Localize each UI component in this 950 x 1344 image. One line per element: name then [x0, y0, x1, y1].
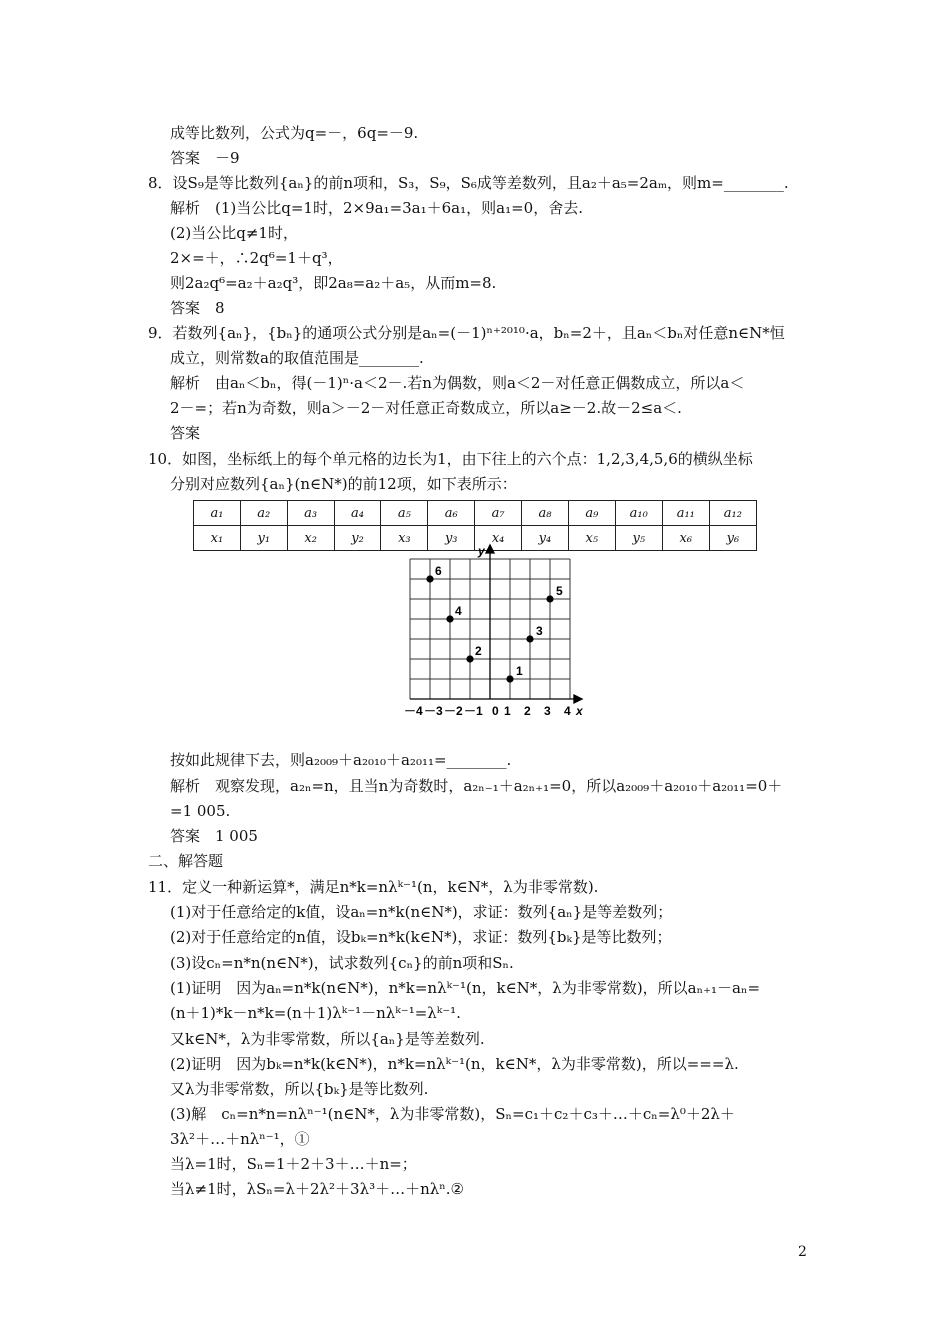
text-line: 按如此规律下去，则a₂₀₀₉＋a₂₀₁₀＋a₂₀₁₁=________.: [170, 751, 512, 769]
text-line: 3λ²＋…＋nλⁿ⁻¹，①: [170, 1130, 310, 1148]
data-point: [526, 635, 533, 642]
text-line: (2)证明 因为bₖ=n*k(k∈N*)，n*k=nλᵏ⁻¹(n，k∈N*，λ为非零常数)，所以===λ.: [170, 1055, 739, 1073]
text-line: =1 005.: [170, 802, 231, 820]
text-line: 解析 (1)当公比q=1时，2×9a₁=3a₁＋6a₁，则a₁=0，舍去.: [170, 199, 583, 217]
text-line: 又k∈N*，λ为非零常数，所以{aₙ}是等差数列.: [170, 1030, 485, 1048]
table-cell: a₁₁: [662, 501, 709, 526]
x-axis-arrow: [574, 695, 582, 703]
x-tick-label: 1: [504, 704, 511, 718]
table-cell: x₅: [568, 526, 615, 551]
table-cell: y₆: [709, 526, 756, 551]
text-line: (1)证明 因为aₙ=n*k(n∈N*)，n*k=nλᵏ⁻¹(n，k∈N*，λ为非零常数)，所以aₙ₊₁－aₙ=: [170, 979, 761, 997]
text-line: 2－=；若n为奇数，则a＞－2－对任意正奇数成立，所以a≥－2.故－2≤a＜.: [170, 399, 682, 417]
table-cell: y₁: [240, 526, 287, 551]
table-row: [194, 526, 757, 551]
text-line: 解析 观察发现，a₂ₙ=n，且当n为奇数时，a₂ₙ₋₁＋a₂ₙ₊₁=0，所以a₂₀₀₉＋a₂₀₁₀＋a₂₀₁₁=0＋: [170, 777, 783, 795]
data-point-label: 6: [435, 564, 442, 578]
data-point-label: 4: [455, 604, 462, 618]
x-tick-label: －4: [404, 704, 423, 718]
table-cell: x₂: [287, 526, 334, 551]
table-cell: x₃: [381, 526, 428, 551]
x-tick-label: 3: [544, 704, 551, 718]
x-tick-label: －1: [464, 704, 483, 718]
text-line: (3)解 cₙ=n*n=nλⁿ⁻¹(n∈N*，λ为非零常数)，Sₙ=c₁＋c₂＋c₃＋…＋cₙ=λ⁰＋2λ＋: [170, 1105, 735, 1123]
text-line: 解析 由aₙ＜bₙ，得(－1)ⁿ·a＜2－.若n为偶数，则a＜2－对任意正偶数成立，所以a＜: [170, 374, 745, 392]
text-line: 2×=＋，∴2q⁶=1＋q³，: [170, 249, 343, 267]
table-cell: y₂: [334, 526, 381, 551]
x-tick-label: －2: [444, 704, 463, 718]
data-point: [546, 595, 553, 602]
x-tick-label: 0: [492, 704, 499, 718]
table-cell: a₁: [194, 501, 241, 526]
text-line: 答案 8: [170, 299, 225, 317]
problem-9: 9．若数列{aₙ}，{bₙ}的通项公式分别是aₙ=(－1)ⁿ⁺²⁰¹⁰·a，bₙ=2＋，且aₙ＜bₙ对任意n∈N*恒: [148, 324, 785, 342]
text-line: 成立，则常数a的取值范围是________.: [170, 349, 424, 367]
table-row: [194, 501, 757, 526]
table-cell: y₃: [428, 526, 475, 551]
data-point-label: 2: [475, 644, 482, 658]
text-line: 当λ=1时，Sₙ=1＋2＋3＋…＋n=；: [170, 1155, 417, 1173]
text-line: (2)当公比q≠1时，: [170, 224, 298, 242]
table-cell: a₈: [522, 501, 569, 526]
text-line: 成等比数列，公式为q=－，6q=－9.: [170, 124, 419, 142]
table-cell: a₅: [381, 501, 428, 526]
text-line: 又λ为非零常数，所以{bₖ}是等比数列.: [170, 1080, 429, 1098]
data-point: [466, 655, 473, 662]
table-cell: a₉: [568, 501, 615, 526]
text-line: 当λ≠1时，λSₙ=λ＋2λ²＋3λ³＋…＋nλⁿ.②: [170, 1180, 464, 1198]
data-point-label: 3: [536, 624, 543, 638]
text-line: 则2a₂q⁶=a₂＋a₂q³，即2a₈=a₂＋a₅，从而m=8.: [170, 274, 497, 292]
table-cell: y₅: [615, 526, 662, 551]
data-point-label: 1: [516, 664, 523, 678]
x-tick-label: 4: [564, 704, 571, 718]
coordinate-grid-figure: [384, 544, 584, 736]
text-line: (n＋1)*k－n*k=(n＋1)λᵏ⁻¹－nλᵏ⁻¹=λᵏ⁻¹.: [170, 1004, 461, 1022]
section-heading: 二、解答题: [148, 852, 224, 870]
data-point: [506, 675, 513, 682]
text-line: (3)设cₙ=n*n(n∈N*)，试求数列{cₙ}的前n项和Sₙ.: [170, 954, 514, 972]
x-tick-label: －3: [424, 704, 443, 718]
problem-10: 10．如图，坐标纸上的每个单元格的边长为1，由下往上的六个点：1,2,3,4,5,6的横纵坐标: [148, 450, 753, 468]
table-cell: x₆: [662, 526, 709, 551]
sequence-table: [193, 500, 757, 551]
x-tick-label: 2: [524, 704, 531, 718]
table-cell: y₄: [522, 526, 569, 551]
table-cell: x₄: [475, 526, 522, 551]
data-point: [446, 615, 453, 622]
text-line: 分别对应数列{aₙ}(n∈N*)的前12项，如下表所示：: [170, 475, 517, 493]
text-line: 答案 1 005: [170, 827, 258, 845]
text-line: (2)对于任意给定的n值，设bₖ=n*k(k∈N*)，求证：数列{bₖ}是等比数列；: [170, 928, 672, 946]
y-axis-label: y: [478, 544, 485, 558]
table-cell: a₆: [428, 501, 475, 526]
text-line: (1)对于任意给定的k值，设aₙ=n*k(n∈N*)，求证：数列{aₙ}是等差数列；: [170, 903, 673, 921]
page-number: 2: [798, 1244, 807, 1260]
text-line: 答案: [170, 424, 201, 442]
table-cell: a₁₂: [709, 501, 756, 526]
x-axis-label: x: [576, 704, 583, 718]
table-cell: a₂: [240, 501, 287, 526]
data-point: [426, 575, 433, 582]
problem-11: 11．定义一种新运算*，满足n*k=nλᵏ⁻¹(n，k∈N*，λ为非零常数).: [148, 878, 599, 896]
table-cell: a₄: [334, 501, 381, 526]
data-point-label: 5: [556, 584, 563, 598]
table-cell: a₃: [287, 501, 334, 526]
text-line: 答案 －9: [170, 149, 240, 167]
table-cell: a₇: [475, 501, 522, 526]
table-cell: x₁: [194, 526, 241, 551]
problem-8: 8．设S₉是等比数列{aₙ}的前n项和，S₃，S₉，S₆成等差数列，且a₂＋a₅=2aₘ，则m=________.: [148, 174, 789, 192]
table-cell: a₁₀: [615, 501, 662, 526]
